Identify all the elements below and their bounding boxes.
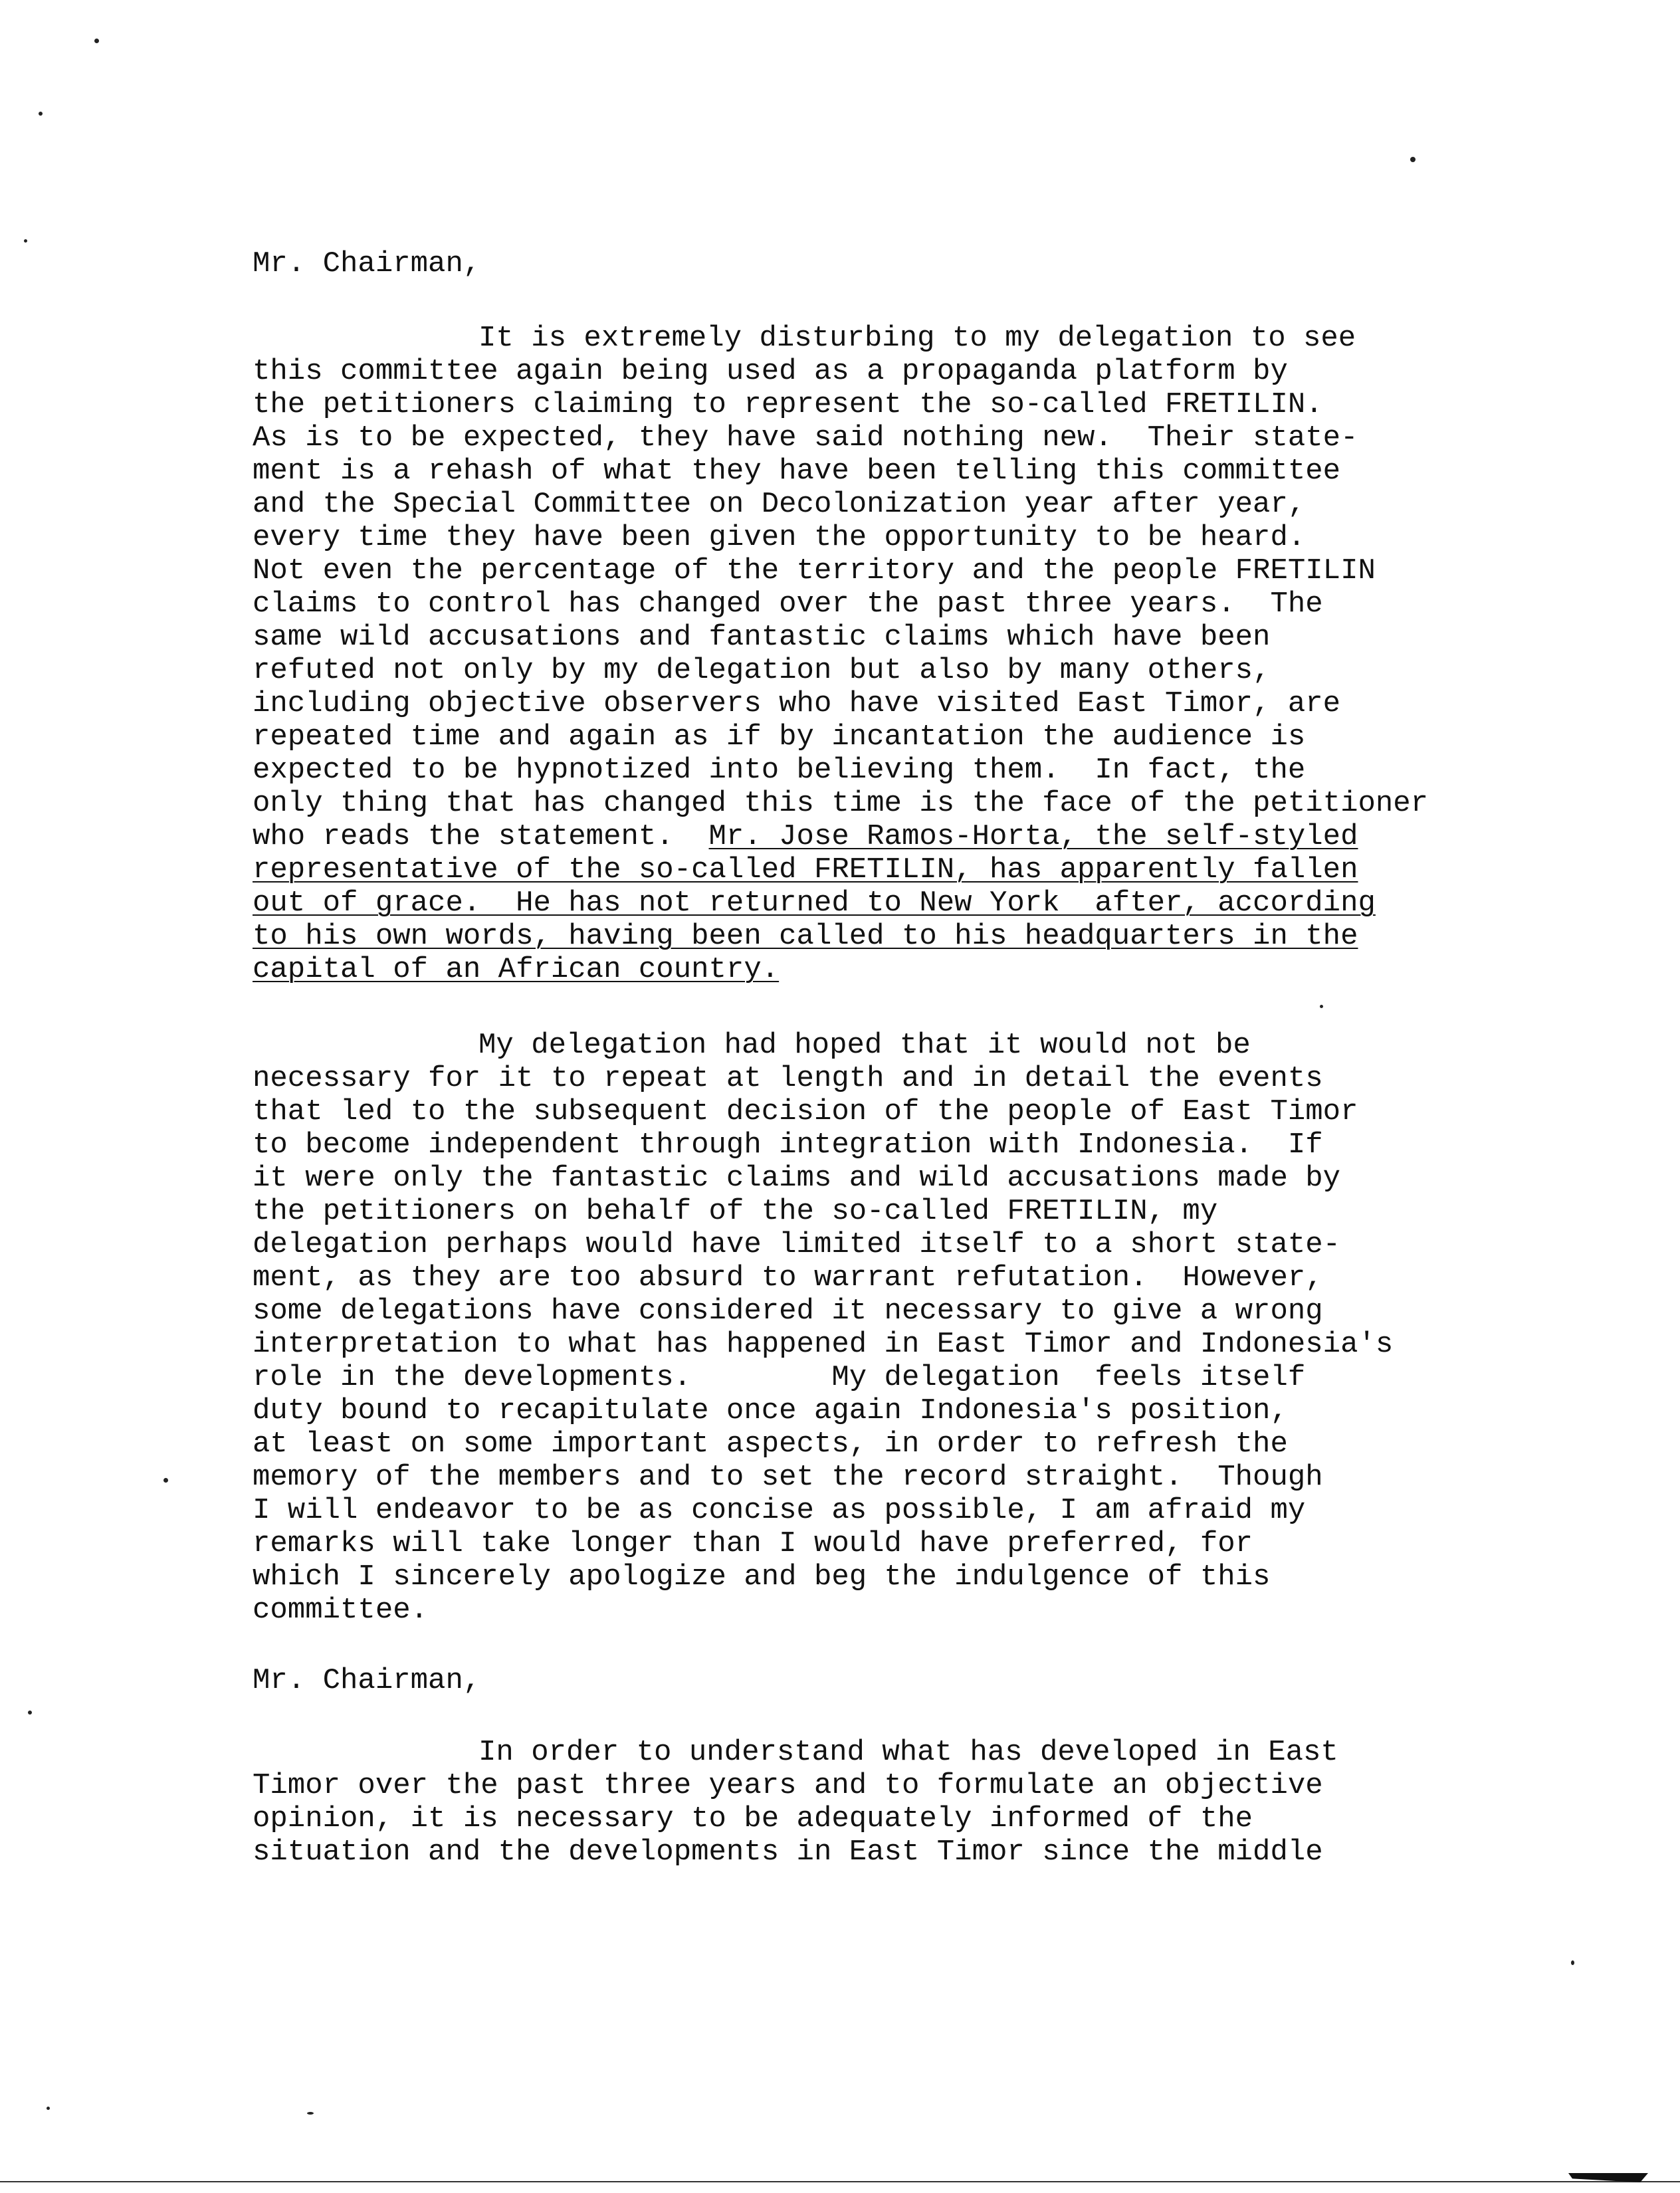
text-line: and the Special Committee on Decolonization year after year,: [253, 488, 1306, 521]
text-line: every time they have been given the opportunity to be heard.: [253, 521, 1306, 554]
scan-speck: [39, 112, 43, 116]
paragraph-3: [253, 1736, 1595, 1869]
text-line: situation and the developments in East Timor since the middle: [253, 1835, 1323, 1869]
text-line: repeated time and again as if by incantation the audience is: [253, 720, 1306, 754]
text-line: [253, 887, 1595, 920]
scan-speck: [307, 2112, 314, 2115]
text-line: memory of the members and to set the record straight. Though: [253, 1461, 1323, 1494]
page-bottom-rule: [0, 2181, 1680, 2182]
text-line: only thing that has changed this time is the face of the petitioner: [253, 787, 1429, 820]
text-line: this committee again being used as a propaganda platform by: [253, 355, 1288, 388]
text-line: claims to control has changed over the past three years. The: [253, 587, 1323, 621]
scan-speck: [94, 39, 99, 43]
text-line: it were only the fantastic claims and wild accusations made by: [253, 1162, 1341, 1195]
text-segment: who reads the statement.: [253, 820, 709, 853]
text-line: role in the developments. My delegation feels itself: [253, 1361, 1306, 1394]
text-line: necessary for it to repeat at length and in detail the events: [253, 1062, 1323, 1095]
text-line: I will endeavor to be as concise as possible, I am afraid my: [253, 1494, 1306, 1527]
text-line: opinion, it is necessary to be adequately informed of the: [253, 1802, 1253, 1835]
scan-speck: [163, 1478, 168, 1483]
text-line: interpretation to what has happened in East Timor and Indonesia's: [253, 1328, 1394, 1361]
text-line: ment is a rehash of what they have been telling this committee: [253, 455, 1341, 488]
text-line: As is to be expected, they have said nothing new. Their state-: [253, 421, 1358, 455]
text-line: My delegation had hoped that it would not be: [478, 1029, 1251, 1062]
text-line: remarks will take longer than I would have preferred, for: [253, 1527, 1253, 1560]
text-line: the petitioners on behalf of the so-called FRETILIN, my: [253, 1195, 1218, 1228]
text-line: In order to understand what has developed in East: [478, 1736, 1338, 1769]
scan-speck: [24, 239, 27, 243]
text-line: It is extremely disturbing to my delegation to see: [478, 322, 1356, 355]
paragraph-2: [253, 1029, 1595, 1627]
text-line: [253, 820, 1595, 853]
scan-speck: [1571, 1960, 1574, 1965]
underlined-text: Mr. Jose Ramos-Horta, the self-styled: [708, 820, 1358, 853]
text-line: that led to the subsequent decision of the people of East Timor: [253, 1095, 1358, 1128]
paragraph-1: [253, 322, 1595, 986]
text-line: including objective observers who have visited East Timor, are: [253, 687, 1341, 720]
text-line: [253, 853, 1595, 887]
text-line: [253, 920, 1595, 953]
salutation: Mr. Chairman,: [253, 1664, 481, 1697]
underlined-text: out of grace. He has not returned to New York after, according: [253, 887, 1376, 920]
text-line: which I sincerely apologize and beg the indulgence of this: [253, 1560, 1271, 1594]
text-line: some delegations have considered it necessary to give a wrong: [253, 1295, 1323, 1328]
text-line: at least on some important aspects, in order to refresh the: [253, 1427, 1288, 1461]
text-line: Timor over the past three years and to formulate an objective: [253, 1769, 1323, 1802]
underlined-text: to his own words, having been called to his headquarters in the: [253, 920, 1358, 953]
scan-speck: [28, 1711, 32, 1715]
text-line: [253, 953, 1595, 986]
salutation: Mr. Chairman,: [253, 247, 481, 280]
text-line: the petitioners claiming to represent the so-called FRETILIN.: [253, 388, 1323, 421]
scan-speck: [1410, 157, 1416, 162]
text-line: delegation perhaps would have limited itself to a short state-: [253, 1228, 1341, 1261]
text-line: same wild accusations and fantastic claims which have been: [253, 621, 1271, 654]
text-line: duty bound to recapitulate once again Indonesia's position,: [253, 1394, 1288, 1427]
text-line: refuted not only by my delegation but also by many others,: [253, 654, 1271, 687]
scan-speck: [47, 2107, 50, 2110]
text-line: to become independent through integration with Indonesia. If: [253, 1128, 1323, 1162]
scan-speck: [1320, 1005, 1323, 1008]
underlined-text: representative of the so-called FRETILIN, has apparently fallen: [253, 853, 1358, 887]
text-line: committee.: [253, 1594, 429, 1627]
text-line: expected to be hypnotized into believing them. In fact, the: [253, 754, 1306, 787]
text-line: ment, as they are too absurd to warrant refutation. However,: [253, 1261, 1323, 1295]
underlined-text: capital of an African country.: [253, 953, 780, 986]
text-line: Not even the percentage of the territory and the people FRETILIN: [253, 554, 1376, 587]
